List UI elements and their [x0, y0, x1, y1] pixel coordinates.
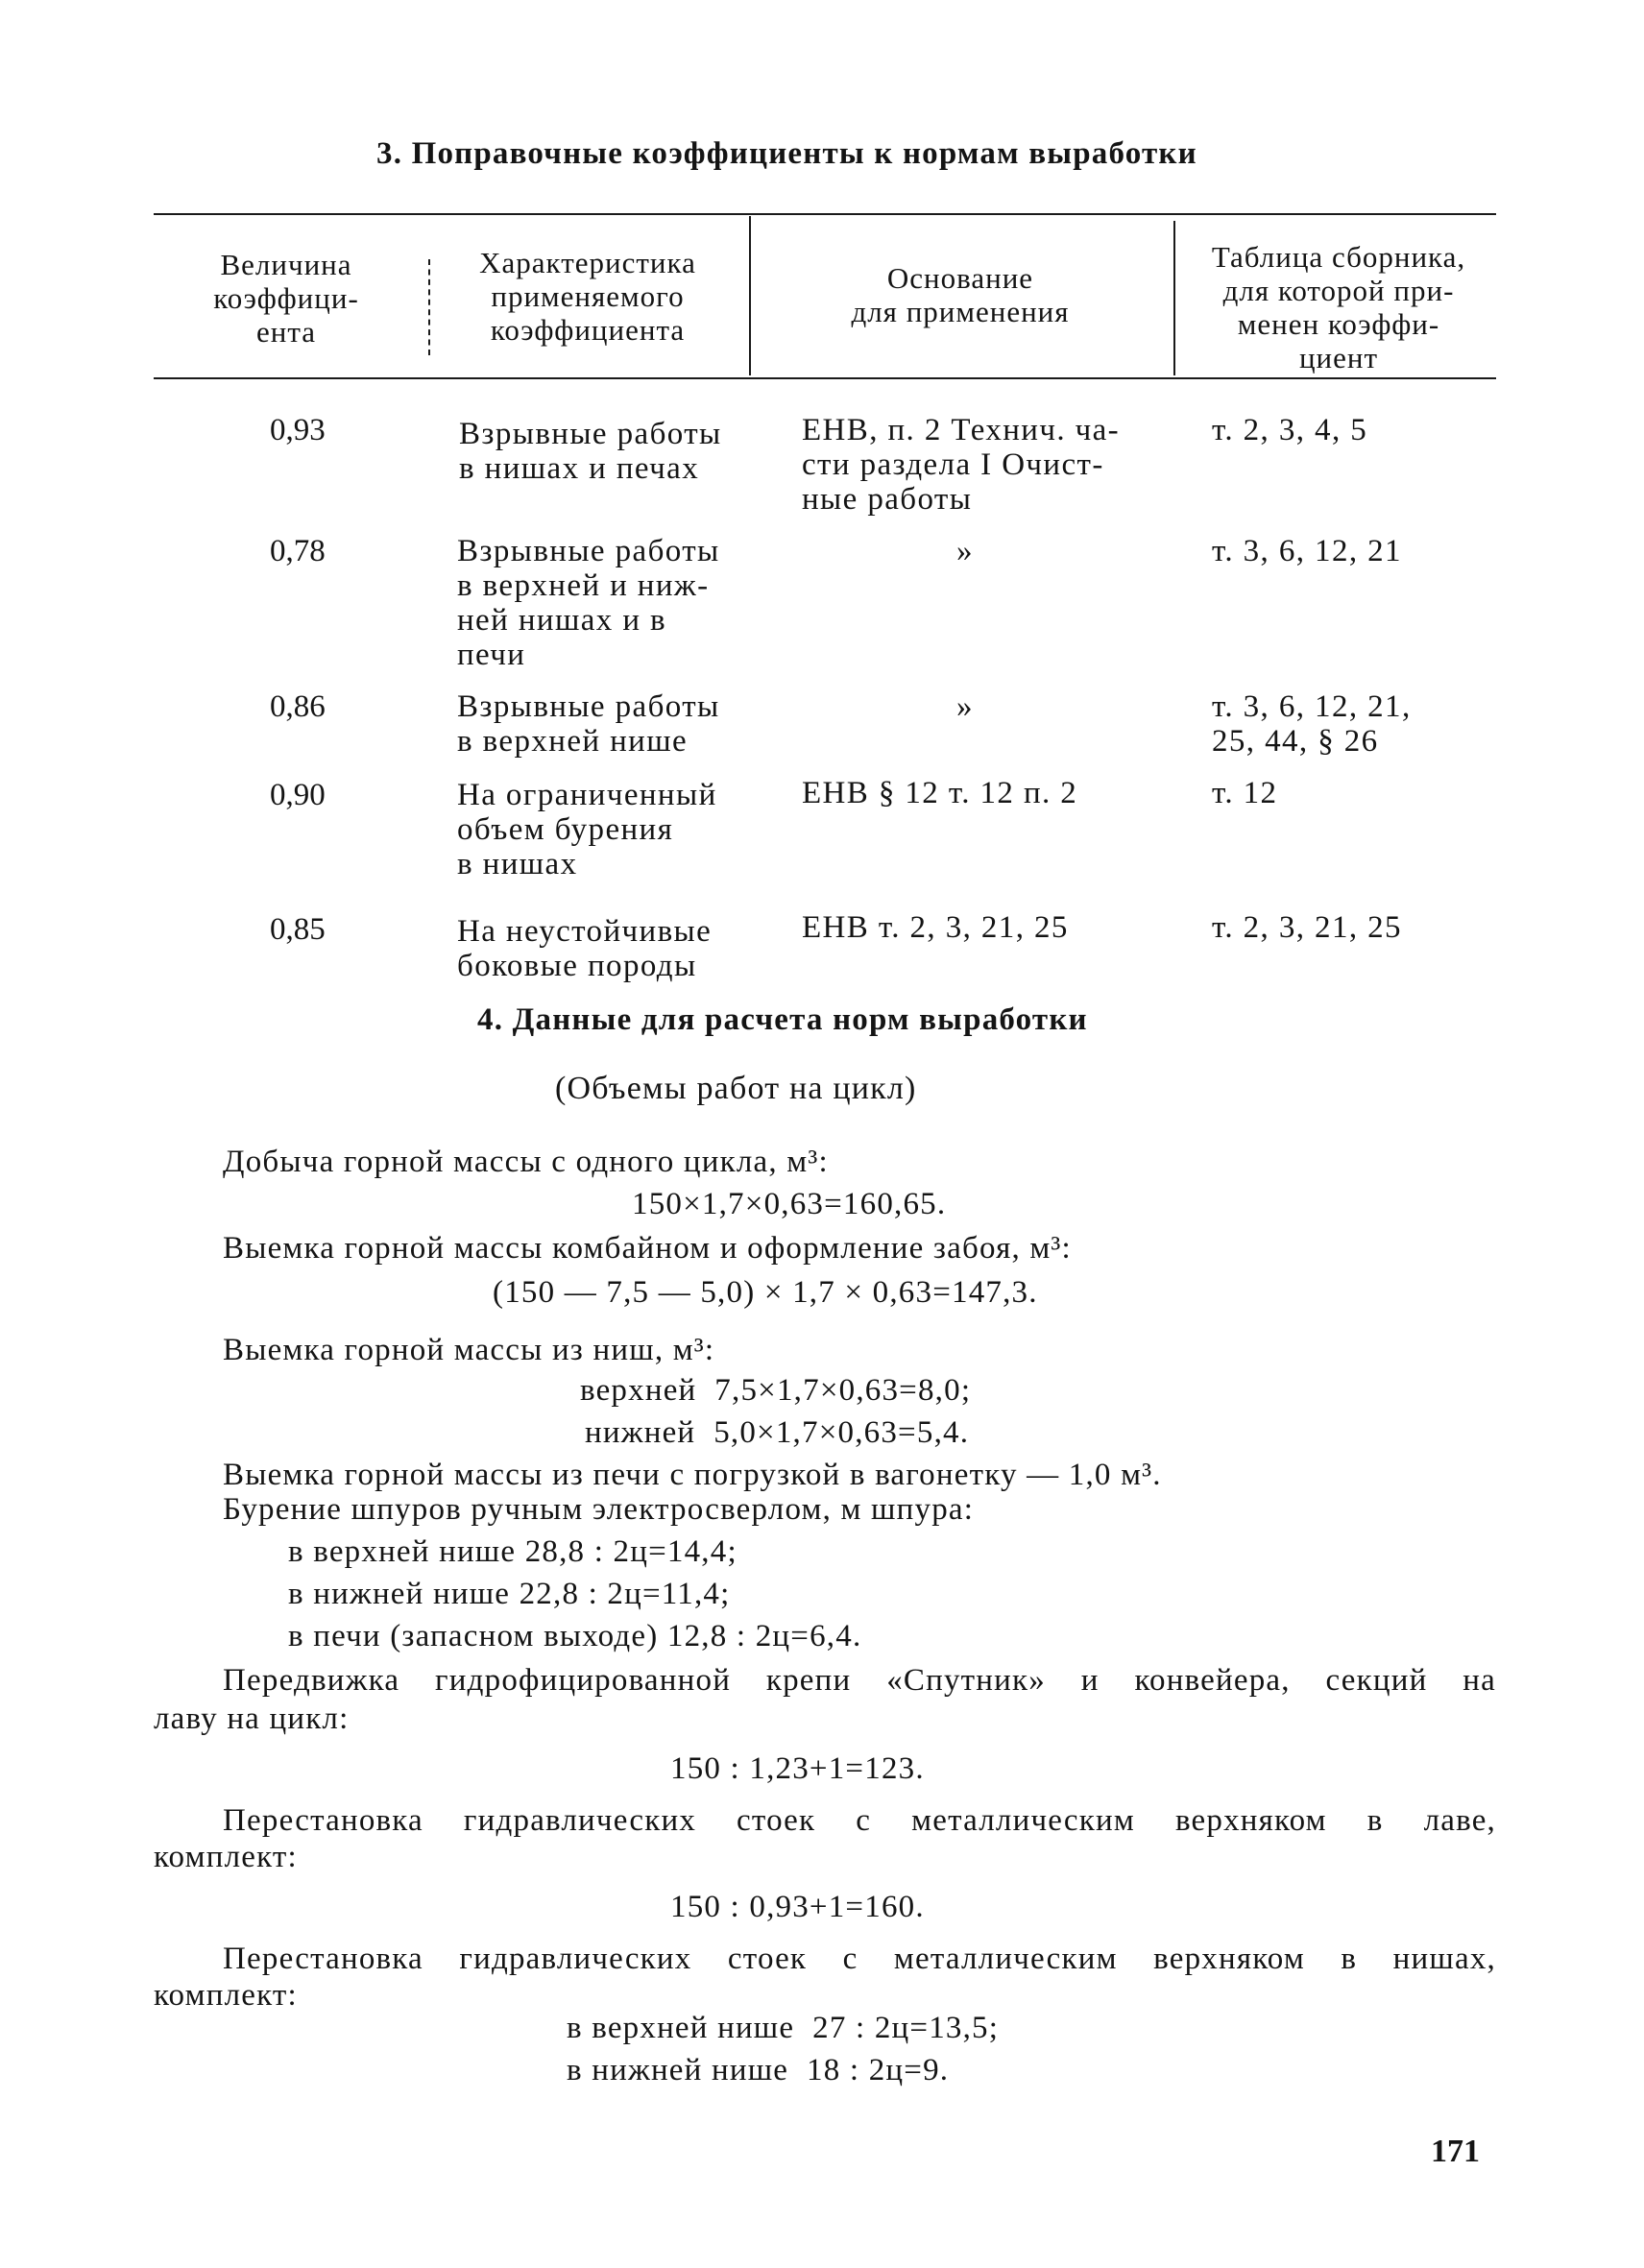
formula-line: 150 : 1,23+1=123.	[670, 1751, 925, 1786]
table-row-tables: т. 2, 3, 21, 25	[1212, 910, 1402, 945]
header-tables: Таблица сборника, для которой при- менен коэффи- циент	[1211, 240, 1466, 374]
table-row-characteristic: Взрывные работы в верхней и ниж- ней нишах и в печи	[457, 534, 720, 672]
page-number: 171	[1431, 2134, 1480, 2169]
table-title: 3. Поправочные коэффициенты к нормам выработки	[376, 136, 1197, 171]
table-row-basis: ЕНВ т. 2, 3, 21, 25	[802, 910, 1069, 945]
table-row-tables: т. 12	[1212, 776, 1278, 810]
formula-line: (150 — 7,5 — 5,0) × 1,7 × 0,63=147,3.	[493, 1275, 1038, 1310]
formula-line: в нижней нише 22,8 : 2ц=11,4;	[288, 1577, 731, 1611]
body-line: Выемка горной массы комбайном и оформление забоя, м³:	[223, 1231, 1072, 1266]
table-row-basis: »	[956, 534, 974, 568]
formula-line: в верхней нише 27 : 2ц=13,5;	[567, 2011, 1000, 2045]
table-row-value: 0,85	[270, 912, 326, 947]
header-basis: Основание для применения	[851, 261, 1070, 328]
body-line: комплект:	[154, 1840, 298, 1874]
table-row-characteristic: На неустойчивые боковые породы	[457, 914, 713, 983]
table-top-rule	[154, 213, 1496, 215]
table-row-value: 0,90	[270, 778, 326, 812]
table-header-rule	[154, 377, 1496, 379]
table-row-value: 0,78	[270, 534, 326, 568]
formula-line: 150 : 0,93+1=160.	[670, 1890, 925, 1924]
table-row-characteristic: Взрывные работы в нишах и печах	[459, 417, 722, 486]
column-divider-2	[749, 216, 751, 375]
table-row-characteristic: Взрывные работы в верхней нише	[457, 689, 720, 759]
body-line: комплект:	[154, 1978, 298, 2013]
body-line: Выемка горной массы из печи с погрузкой в вагонетку — 1,0 м³.	[223, 1458, 1162, 1492]
header-value: Величина коэффици- ента	[213, 248, 359, 349]
body-line: Бурение шпуров ручным электросверлом, м шпура:	[223, 1492, 975, 1527]
table-row-tables: т. 3, 6, 12, 21	[1212, 534, 1402, 568]
body-line: Перестановка гидравлических стоек с металлическим верхняком в нишах,	[223, 1942, 1496, 1976]
formula-line: 150×1,7×0,63=160,65.	[632, 1187, 947, 1221]
body-line: Перестановка гидравлических стоек с металлическим верхняком в лаве,	[223, 1803, 1496, 1838]
table-row-basis: ЕНВ, п. 2 Технич. ча- сти раздела I Очист- ные работы	[802, 413, 1121, 517]
table-row-tables: т. 3, 6, 12, 21, 25, 44, § 26	[1212, 689, 1412, 759]
formula-line: в верхней нише 28,8 : 2ц=14,4;	[288, 1534, 737, 1569]
formula-line: в печи (запасном выходе) 12,8 : 2ц=6,4.	[288, 1619, 862, 1653]
formula-line: нижней 5,0×1,7×0,63=5,4.	[585, 1415, 970, 1450]
body-line: Добыча горной массы с одного цикла, м³:	[223, 1145, 829, 1179]
body-line: Передвижка гидрофицированной крепи «Спутник» и конвейера, секций на	[223, 1663, 1496, 1698]
section-title: 4. Данные для расчета норм выработки	[477, 1002, 1088, 1037]
table-row-value: 0,93	[270, 413, 326, 447]
table-row-characteristic: На ограниченный объем бурения в нишах	[457, 778, 717, 881]
formula-line: в нижней нише 18 : 2ц=9.	[567, 2053, 950, 2087]
section-subtitle: (Объемы работ на цикл)	[555, 1071, 917, 1106]
body-line: Выемка горной массы из ниш, м³:	[223, 1333, 715, 1367]
formula-line: верхней 7,5×1,7×0,63=8,0;	[580, 1373, 972, 1408]
column-divider-3	[1173, 221, 1175, 375]
table-row-value: 0,86	[270, 689, 326, 724]
header-characteristic: Характеристика применяемого коэффициента	[479, 246, 696, 347]
table-row-basis: ЕНВ § 12 т. 12 п. 2	[802, 776, 1078, 810]
body-line: лаву на цикл:	[154, 1701, 350, 1736]
table-row-tables: т. 2, 3, 4, 5	[1212, 413, 1368, 447]
column-divider-1	[428, 259, 430, 355]
table-row-basis: »	[956, 689, 974, 724]
